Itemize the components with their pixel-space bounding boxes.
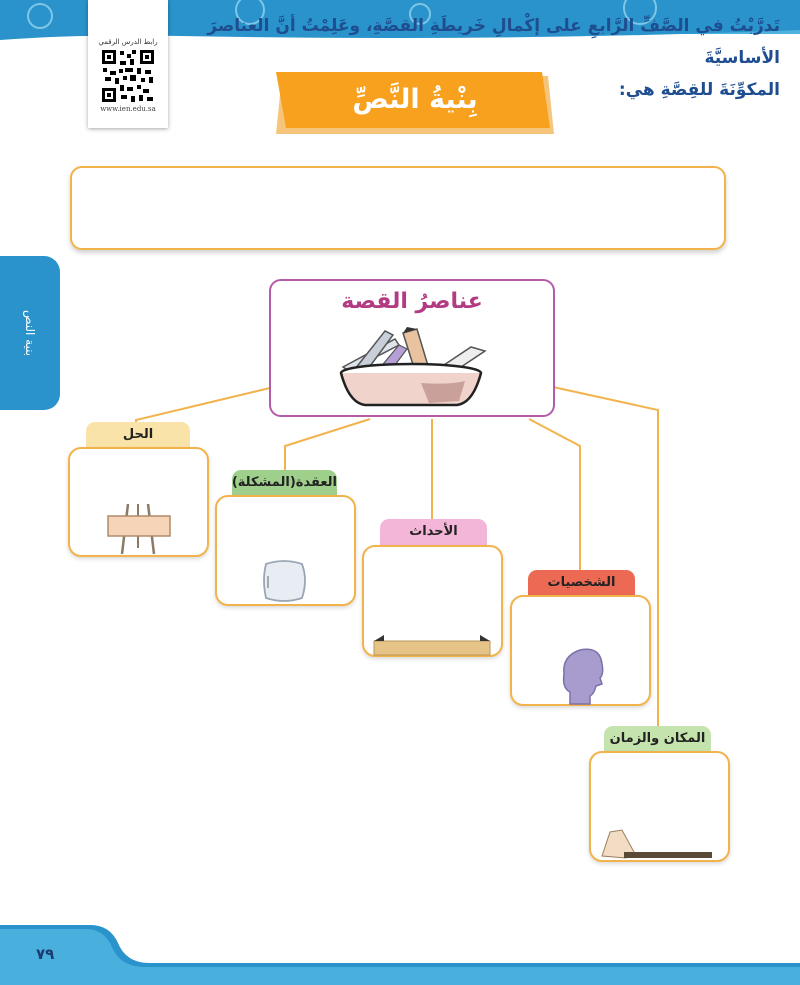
eraser-pencil-icon bbox=[600, 826, 716, 860]
label-solution: الحل bbox=[86, 422, 190, 448]
easel-icon bbox=[106, 500, 172, 558]
page-title: بِنْيةُ النَّصِّ bbox=[352, 84, 478, 115]
person-head-icon bbox=[560, 644, 606, 706]
footer-band bbox=[0, 925, 800, 985]
intro-line-2: المكوِّنَةَ للقِصَّةِ هي: bbox=[618, 80, 780, 100]
page-number: ٧٩ bbox=[36, 945, 55, 963]
label-setting: المكان والزمان bbox=[604, 726, 711, 752]
center-title: عناصرُ القصة bbox=[341, 289, 483, 314]
label-problem: العقدة(المشكلة) bbox=[232, 470, 337, 496]
basket-icon bbox=[325, 325, 495, 411]
qr-url[interactable]: www.ien.edu.sa bbox=[100, 105, 156, 113]
paper-scroll-icon bbox=[262, 558, 308, 604]
wood-plank-icon bbox=[372, 633, 492, 657]
label-events: الأحداث bbox=[380, 519, 487, 545]
qr-label: رابط الدرس الرقمي bbox=[98, 38, 158, 46]
label-characters: الشخصيات bbox=[528, 570, 635, 596]
intro-line-1: تَدرَّبْتُ في الصَّفِّ الرَّابعِ على إكْمالِ خَريطَةِ القصَّةِ، وعَلِمْتُ أنَّ العناصرَ الأساسيَّةَ bbox=[207, 16, 780, 68]
side-tab-label: بنية النص bbox=[23, 309, 37, 357]
